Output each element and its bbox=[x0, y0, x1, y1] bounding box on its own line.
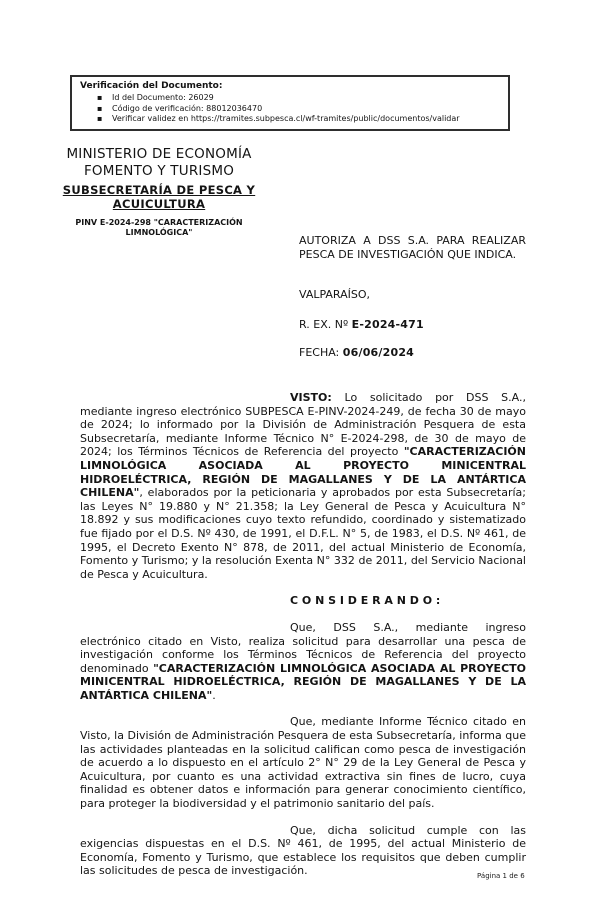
verification-box bbox=[70, 75, 510, 131]
considerando-paragraph-2: Que, mediante Informe Técnico citado en Visto, la División de Administración Pesquera de esta Subsecretaría, informa que las actividades planteadas en la solicitud califican como pesca de investigación de acuerdo a lo dispuesto en el artículo 2° N° 29 de la Ley General de Pesca y Acuicultura, por cuanto es una actividad extractiva sin fines de lucro, cuya finalidad es obtener datos e información para generar conocimiento científico, para proteger la biodiversidad y el patrimonio sanitario del país. bbox=[80, 715, 526, 811]
ministry-line1: MINISTERIO DE ECONOMÍA bbox=[66, 146, 252, 162]
resolution-date-label: FECHA: bbox=[299, 346, 343, 360]
resolution-date bbox=[299, 346, 526, 359]
ministry-line2: FOMENTO Y TURISMO bbox=[83, 163, 235, 179]
subsecretaria-name: SUBSECRETARÍA DE PESCA Y ACUICULTURA bbox=[62, 183, 256, 211]
visto-paragraph bbox=[80, 391, 526, 581]
project-reference: PINV E-2024-298 "CARACTERIZACIÓN LIMNOLÓGICA" bbox=[75, 218, 243, 237]
considerando-p1-text: Que, DSS S.A., mediante ingreso electrónico citado en Visto, realiza solicitud para desarrollar una pesca de investigación conforme los Términos Técnicos de Referencia del proyecto denominado bbox=[80, 620, 526, 675]
considerando-paragraph-3: Que, dicha solicitud cumple con las exigencias dispuestas en el D.S. Nº 461, de 1995, del actual Ministerio de Economía, Fomento y Turismo, que establece los requisitos que deben cumplir las solicitudes de pesca de investigación. bbox=[80, 823, 526, 878]
resolution-number-label: R. EX. Nº bbox=[299, 318, 352, 332]
verification-item-url: ▪ Verificar validez en https://tramites.subpesca.cl/wf-tramites/public/documentos/validar bbox=[112, 114, 502, 125]
verification-item-code: ▪ Código de verificación: 88012036470 bbox=[112, 104, 502, 115]
document-body bbox=[80, 391, 526, 878]
verification-item-document-id: ▪ Id del Documento: 26029 bbox=[112, 93, 502, 104]
considerando-heading: C O N S I D E R A N D O : bbox=[290, 594, 441, 608]
considerando-paragraph-1 bbox=[80, 621, 526, 703]
verification-list bbox=[80, 93, 502, 125]
considerando-p1-end: . bbox=[212, 688, 216, 702]
considerando-p1-project-title: "CARACTERIZACIÓN LIMNOLÓGICA ASOCIADA AL PROYECTO MINICENTRAL HIDROELÉCTRICA, REGIÓN DE MAGALLANES Y DE LA ANTÁRTICA CHILENA" bbox=[80, 661, 526, 702]
resolution-date-value: 06/06/2024 bbox=[342, 346, 415, 360]
resolution-header bbox=[299, 234, 526, 359]
page-number: Página 1 de 6 bbox=[477, 872, 525, 880]
verification-title: Verificación del Documento: bbox=[80, 81, 223, 91]
resolution-number bbox=[299, 318, 526, 331]
visto-label: VISTO: bbox=[290, 391, 332, 404]
ministry-name bbox=[28, 146, 290, 180]
resolution-subject: AUTORIZA A DSS S.A. PARA REALIZAR PESCA DE INVESTIGACIÓN QUE INDICA. bbox=[299, 234, 526, 261]
resolution-number-value: E-2024-471 bbox=[351, 318, 424, 332]
visto-text-1: Lo solicitado por DSS S.A., mediante ingreso electrónico SUBPESCA E-PINV-2024-249, de fecha 30 de mayo de 2024; lo informado por la División de Administración Pesquera de esta Subsecretaría, mediante Informe Técnico N° E-2024-298, de 30 de mayo de 2024; los Términos Técnicos de Referencia del proyecto bbox=[80, 391, 526, 459]
letterhead bbox=[28, 146, 290, 238]
visto-project-title: "CARACTERIZACIÓN LIMNOLÓGICA ASOCIADA AL PROYECTO MINICENTRAL HIDROELÉCTRICA, REGIÓN DE MAGALLANES Y DE LA ANTÁRTICA CHILENA" bbox=[80, 445, 526, 500]
city-line: VALPARAÍSO, bbox=[299, 288, 371, 302]
visto-text-2: , elaborados por la peticionaria y aprobados por esta Subsecretaría; las Leyes N° 19.880 y N° 21.358; la Ley General de Pesca y Acuicultura N° 18.892 y sus modificaciones cuyo texto refundido, coordinado y sistematizado fue fijado por el D.S. Nº 430, de 1991, el D.F.L. N° 5, de 1983, el D.S. Nº 461, de 1995, el Decreto Exento N° 878, de 2011, del actual Ministerio de Economía, Fomento y Turismo; y la resolución Exenta N° 332 de 2011, del Servicio Nacional de Pesca y Acuicultura. bbox=[80, 486, 526, 581]
